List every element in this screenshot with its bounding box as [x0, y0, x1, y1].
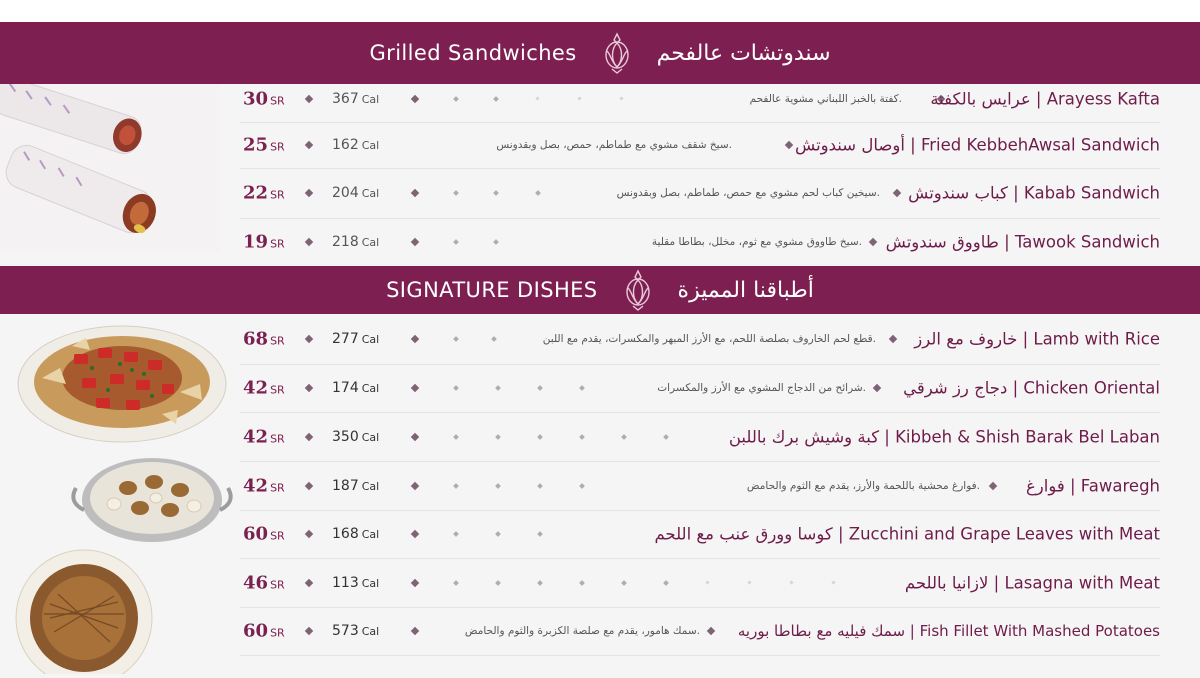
item-name: عرايس بالكفتة | Arayess Kafta [930, 89, 1160, 109]
leader-dot-icon [491, 336, 497, 342]
leader-dot-icon [621, 434, 627, 440]
leader-dot-icon [495, 531, 501, 537]
diamond-bullet-icon [411, 335, 419, 343]
item-calories: 204 Cal [332, 185, 380, 201]
item-name: سمك فيليه مع بطاطا بوريه | Fish Fillet With Mashed Potatoes [737, 622, 1160, 640]
leader-dot-icon [663, 580, 669, 586]
leader-dot-icon [495, 385, 501, 391]
item-name: دجاج رز شرقي | Chicken Oriental [903, 378, 1160, 398]
diamond-bullet-icon [305, 384, 313, 392]
diamond-bullet-icon [411, 432, 419, 440]
menu-item-row [240, 510, 1160, 559]
item-price: 68 SR [243, 328, 285, 350]
diamond-bullet-icon [873, 384, 881, 392]
menu-item-row [240, 558, 1160, 608]
item-calories: 367 Cal [332, 91, 380, 107]
leader-dot-icon [453, 434, 459, 440]
leader-dot-icon [453, 190, 459, 196]
leader-dot-icon [747, 580, 751, 584]
leader-dot-icon [579, 385, 585, 391]
diamond-bullet-icon [305, 95, 313, 103]
item-calories: 113 Cal [332, 574, 380, 591]
leader-dot-icon [579, 580, 585, 586]
diamond-bullet-icon [893, 189, 901, 197]
diamond-bullet-icon [411, 189, 419, 197]
item-description: شرائح من الدجاج المشوي مع الأرز والمكسرات. [657, 382, 866, 394]
leader-dot-icon [831, 580, 835, 584]
item-name: أوصال سندوتش | Fried KebbehAwsal Sandwich [795, 135, 1160, 155]
lotus-emblem-icon [620, 268, 656, 312]
sandwich-wraps-photo [0, 84, 220, 252]
diamond-bullet-icon [411, 481, 419, 489]
item-price: 42 SR [243, 475, 285, 496]
item-name: خاروف مع الرز | Lamb with Rice [914, 329, 1160, 349]
menu-item-row [240, 168, 1160, 219]
diamond-bullet-icon [305, 432, 313, 440]
item-price: 42 SR [243, 377, 285, 399]
diamond-bullet-icon [305, 627, 313, 635]
kibbeh-pot-photo [70, 448, 234, 548]
section-title-ar: أطباقنا المميزة [677, 277, 814, 303]
leader-dot-icon [537, 580, 543, 586]
diamond-bullet-icon [707, 627, 715, 635]
diamond-bullet-icon [411, 578, 419, 586]
menu-item-row [240, 76, 1160, 123]
diamond-bullet-icon [305, 530, 313, 538]
item-description: قطع لحم الخاروف بصلصة اللحم، مع الأرز المبهر والمكسرات، يقدم مع اللبن. [542, 333, 876, 345]
leader-dot-icon [537, 434, 543, 440]
diamond-bullet-icon [305, 335, 313, 343]
item-price: 22 SR [243, 182, 285, 204]
diamond-bullet-icon [411, 627, 419, 635]
leader-dot-icon [453, 580, 459, 586]
leader-dot-icon [579, 434, 585, 440]
leader-dot-icon [537, 531, 543, 537]
leader-dot-icon [579, 483, 585, 489]
leader-dot-icon [537, 385, 543, 391]
item-name: كبة وشيش برك باللبن | Kibbeh & Shish Barak Bel Laban [728, 427, 1160, 446]
leader-dot-icon [453, 385, 459, 391]
leader-dot-icon [663, 434, 669, 440]
leader-dot-icon [789, 580, 793, 584]
item-price: 46 SR [243, 572, 285, 593]
menu-item-row [240, 218, 1160, 266]
leader-dot-icon [619, 96, 623, 100]
item-name: طاووق سندوتش | Tawook Sandwich [885, 232, 1160, 252]
diamond-bullet-icon [411, 238, 419, 246]
diamond-bullet-icon [305, 238, 313, 246]
item-price: 60 SR [243, 620, 285, 642]
item-price: 19 SR [243, 231, 285, 253]
item-calories: 277 Cal [332, 331, 380, 347]
leader-dot-icon [493, 239, 499, 245]
diamond-bullet-icon [305, 481, 313, 489]
diamond-bullet-icon [305, 578, 313, 586]
section-title-en: Grilled Sandwiches [369, 41, 577, 65]
diamond-bullet-icon [785, 141, 793, 149]
leader-dot-icon [577, 96, 581, 100]
item-name: فوارغ | Fawaregh [1025, 476, 1160, 495]
item-name: كوسا وورق عنب مع اللحم | Zucchini and Grape Leaves with Meat [654, 524, 1160, 544]
lamb-rice-platter-photo [12, 318, 232, 448]
item-calories: 350 Cal [332, 428, 380, 445]
item-description: سيخ طاووق مشوي مع ثوم، مخلل، بطاطا مقلية. [651, 236, 862, 248]
leader-dot-icon [453, 483, 459, 489]
diamond-bullet-icon [411, 384, 419, 392]
item-price: 30 SR [243, 88, 285, 110]
item-description: سيخ شقف مشوي مع طماطم، حمص، بصل وبقدونس. [496, 139, 732, 151]
leader-dot-icon [453, 96, 459, 102]
leader-dot-icon [621, 580, 627, 586]
diamond-bullet-icon [889, 335, 897, 343]
menu-item-row [240, 122, 1160, 169]
leader-dot-icon [495, 434, 501, 440]
leader-dot-icon [453, 336, 459, 342]
menu-item-row [240, 607, 1160, 656]
leader-dot-icon [535, 190, 541, 196]
item-description: سمك هامور، يقدم مع صلصة الكزبرة والثوم والحامض. [464, 625, 700, 637]
top-strip [0, 0, 1200, 22]
leader-dot-icon [495, 580, 501, 586]
diamond-bullet-icon [869, 238, 877, 246]
section-title-en: SIGNATURE DISHES [386, 278, 598, 302]
item-calories: 168 Cal [332, 526, 380, 542]
item-price: 25 SR [243, 134, 285, 156]
diamond-bullet-icon [411, 530, 419, 538]
section-header-grilled-sandwiches [0, 22, 1200, 84]
item-calories: 162 Cal [332, 137, 380, 153]
menu-item-row [240, 364, 1160, 413]
menu-item-row [240, 461, 1160, 511]
item-name: كباب سندوتش | Kabab Sandwich [908, 183, 1160, 203]
diamond-bullet-icon [305, 141, 313, 149]
leader-dot-icon [537, 483, 543, 489]
leader-dot-icon [453, 239, 459, 245]
item-description: فوارغ محشية باللحمة والأرز، يقدم مع الثوم والحامض. [746, 479, 980, 492]
leader-dot-icon [493, 96, 499, 102]
item-description: كفتة بالخبز اللبناني مشوية عالفحم. [749, 93, 902, 105]
section-title-ar: سندوتشات عالفحم [656, 40, 831, 66]
leader-dot-icon [493, 190, 499, 196]
diamond-bullet-icon [411, 95, 419, 103]
section-header-signature-dishes [0, 266, 1200, 314]
leader-dot-icon [535, 96, 539, 100]
item-calories: 187 Cal [332, 477, 380, 494]
lotus-emblem-icon [599, 31, 635, 75]
item-price: 60 SR [243, 523, 285, 545]
item-price: 42 SR [243, 426, 285, 447]
leader-dot-icon [495, 483, 501, 489]
menu-item-row [240, 314, 1160, 365]
diamond-bullet-icon [305, 189, 313, 197]
leader-dot-icon [453, 531, 459, 537]
item-calories: 218 Cal [332, 234, 380, 250]
item-name: لازانيا باللحم | Lasagna with Meat [904, 573, 1160, 592]
menu-item-row [240, 412, 1160, 462]
item-description: سيخين كباب لحم مشوي مع حمص، طماطم، بصل وبقدونس. [616, 187, 880, 199]
diamond-bullet-icon [989, 481, 997, 489]
lasagna-plate-photo [14, 548, 156, 674]
item-calories: 174 Cal [332, 380, 380, 396]
item-calories: 573 Cal [332, 623, 380, 639]
leader-dot-icon [705, 580, 709, 584]
